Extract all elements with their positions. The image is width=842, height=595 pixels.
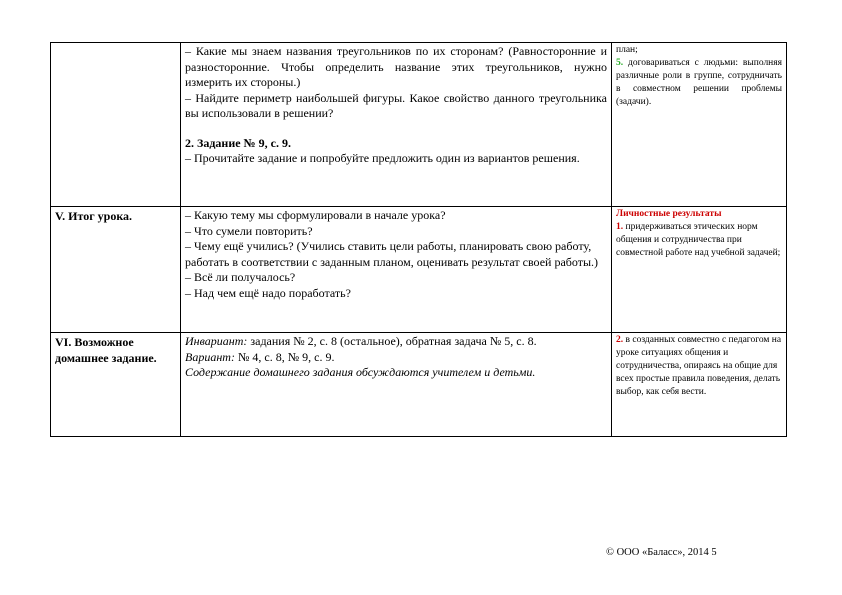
stage-cell <box>51 207 181 333</box>
table-row <box>51 207 787 333</box>
result-text: в созданных совместно с педагогом на уроке ситуациях общения и сотрудничества, опираясь на общие для всех простые правила поведения, делать выбор, как себя вести. <box>616 335 782 397</box>
page-footer: © ООО «Баласс», 2014 5 <box>606 547 717 558</box>
activity-line: – Что сумели повторить? <box>185 223 313 238</box>
variant-label: Вариант: <box>185 349 235 364</box>
table-row <box>51 333 787 437</box>
activity-cell <box>181 43 612 207</box>
activity-line: – Над чем ещё надо поработать? <box>185 285 351 300</box>
activity-line: – Какие мы знаем названия треугольников по их сторонам? (Равносторонние и разносторонние. Чтобы определить название этих треугольников, нужно измерить их стороны.) <box>185 44 607 89</box>
result-number: 2. <box>616 335 624 345</box>
result-text: придерживаться этических норм общения и сотрудничества при совместной работе над учебной задачей; <box>616 222 781 258</box>
task-heading: 2. Задание № 9, с. 9. <box>185 135 291 150</box>
activity-line: – Чему ещё учились? (Учились ставить цели работы, планировать свою работу, работать в соответствии с заданным планом, оценивать результат своей работы.) <box>185 239 599 269</box>
invariant-label: Инвариант: <box>185 334 248 348</box>
invariant-text: задания № 2, с. 8 (остальное), обратная задача № 5, с. 8. <box>247 334 537 348</box>
stage-label: V. Итог урока. <box>55 209 133 223</box>
results-cell <box>612 207 787 333</box>
stage-cell <box>51 333 181 437</box>
activity-cell <box>181 207 612 333</box>
stage-cell <box>51 43 181 207</box>
results-cell <box>612 43 787 207</box>
results-heading: Личностные результаты <box>616 209 722 219</box>
activity-cell <box>181 333 612 437</box>
result-number: 5. <box>616 58 624 68</box>
activity-line: – Всё ли получалось? <box>185 270 296 284</box>
variant-text: № 4, с. 8, № 9, с. 9. <box>234 349 335 364</box>
homework-note: Содержание домашнего задания обсуждаются учителем и детьми. <box>185 365 536 379</box>
result-number: 1. <box>616 222 624 232</box>
stage-label: VI. Возможное домашнее задание. <box>55 335 157 365</box>
result-text: план; <box>616 45 638 55</box>
result-text: договариваться с людьми: выполняя различные роли в группе, сотрудничать в совместном решении проблемы (задачи). <box>616 58 783 107</box>
activity-line: – Прочитайте задание и попробуйте предложить один из вариантов решения. <box>185 151 580 165</box>
table-row <box>51 43 787 207</box>
lesson-plan-table <box>50 42 787 437</box>
activity-line: – Какую тему мы сформулировали в начале урока? <box>185 208 446 222</box>
activity-line: – Найдите периметр наибольшей фигуры. Какое свойство данного треугольника вы использовали в решении? <box>185 90 607 120</box>
results-cell <box>612 333 787 437</box>
